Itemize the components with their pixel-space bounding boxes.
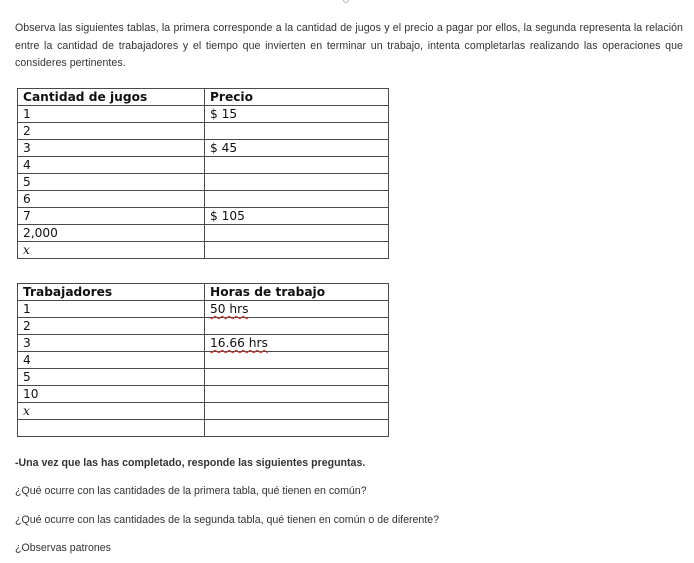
cell-quantity[interactable]: 6 (18, 191, 205, 208)
table-row (18, 191, 389, 208)
table-header-row (18, 284, 389, 301)
table-row (18, 157, 389, 174)
cell-hours[interactable] (205, 352, 389, 369)
header-trabajadores: Trabajadores (18, 284, 205, 301)
header-horas-trabajo: Horas de trabajo (205, 284, 389, 301)
table-row (18, 208, 389, 225)
table-row (18, 242, 389, 259)
table-row (18, 225, 389, 242)
table-row (18, 335, 389, 352)
cell-hours[interactable] (205, 318, 389, 335)
table-row (18, 318, 389, 335)
question-1: ¿Qué ocurre con las cantidades de la primera tabla, qué tienen en común? (15, 485, 367, 497)
table-row (18, 174, 389, 191)
workers-hours-table (17, 283, 389, 437)
cell-price[interactable]: $ 15 (205, 106, 389, 123)
cell-quantity[interactable]: 2 (18, 123, 205, 140)
cell-workers[interactable]: 2 (18, 318, 205, 335)
cell-hours[interactable] (205, 403, 389, 420)
cell-price[interactable] (205, 123, 389, 140)
cell-hours[interactable] (205, 301, 389, 318)
cell-hours[interactable] (205, 335, 389, 352)
cell-price[interactable] (205, 157, 389, 174)
cell-quantity[interactable]: 4 (18, 157, 205, 174)
question-2: ¿Qué ocurre con las cantidades de la segunda tabla, qué tienen en común o de diferente? (15, 514, 440, 526)
table-row (18, 140, 389, 157)
hours-value: 50 hrs (210, 302, 249, 316)
cell-workers-variable[interactable]: x (18, 403, 205, 420)
juice-price-table (17, 88, 389, 259)
cell-workers[interactable]: 1 (18, 301, 205, 318)
cell-price[interactable] (205, 174, 389, 191)
hours-value: 16.66 hrs (210, 336, 268, 350)
intro-paragraph: Observa las siguientes tablas, la primera corresponde a la cantidad de jugos y el precio a pagar por ellos, la segunda representa la relación entre la cantidad de trabajadores y el tiempo que invierten en terminar un trabajo, intenta completarlas realizando las operaciones que consideres pertinentes. (15, 22, 683, 69)
cell-price[interactable] (205, 191, 389, 208)
table-header-row (18, 89, 389, 106)
cell-price[interactable]: $ 45 (205, 140, 389, 157)
table-row (18, 386, 389, 403)
top-scroll-marker (343, 0, 349, 3)
cell-workers[interactable]: 5 (18, 369, 205, 386)
cell-quantity[interactable]: 7 (18, 208, 205, 225)
cell-price[interactable] (205, 242, 389, 259)
cell-quantity[interactable]: 5 (18, 174, 205, 191)
cell-hours[interactable] (205, 369, 389, 386)
cell-quantity[interactable]: 1 (18, 106, 205, 123)
cell-quantity[interactable]: 2,000 (18, 225, 205, 242)
header-precio: Precio (205, 89, 389, 106)
table-row (18, 301, 389, 318)
cell-hours[interactable] (205, 420, 389, 437)
table-row (18, 106, 389, 123)
cell-quantity[interactable]: 3 (18, 140, 205, 157)
table-row (18, 403, 389, 420)
cell-workers[interactable]: 4 (18, 352, 205, 369)
cell-price[interactable]: $ 105 (205, 208, 389, 225)
header-cantidad-jugos: Cantidad de jugos (18, 89, 205, 106)
cell-workers[interactable]: 10 (18, 386, 205, 403)
cell-quantity-variable[interactable]: x (18, 242, 205, 259)
table-row (18, 123, 389, 140)
cell-hours[interactable] (205, 386, 389, 403)
table-row (18, 420, 389, 437)
cell-workers[interactable]: 3 (18, 335, 205, 352)
table-row (18, 352, 389, 369)
cell-workers[interactable] (18, 420, 205, 437)
question-3: ¿Observas patrones (15, 542, 111, 554)
cell-price[interactable] (205, 225, 389, 242)
table-row (18, 369, 389, 386)
instruction-text: -Una vez que las has completado, responde las siguientes preguntas. (15, 457, 366, 469)
